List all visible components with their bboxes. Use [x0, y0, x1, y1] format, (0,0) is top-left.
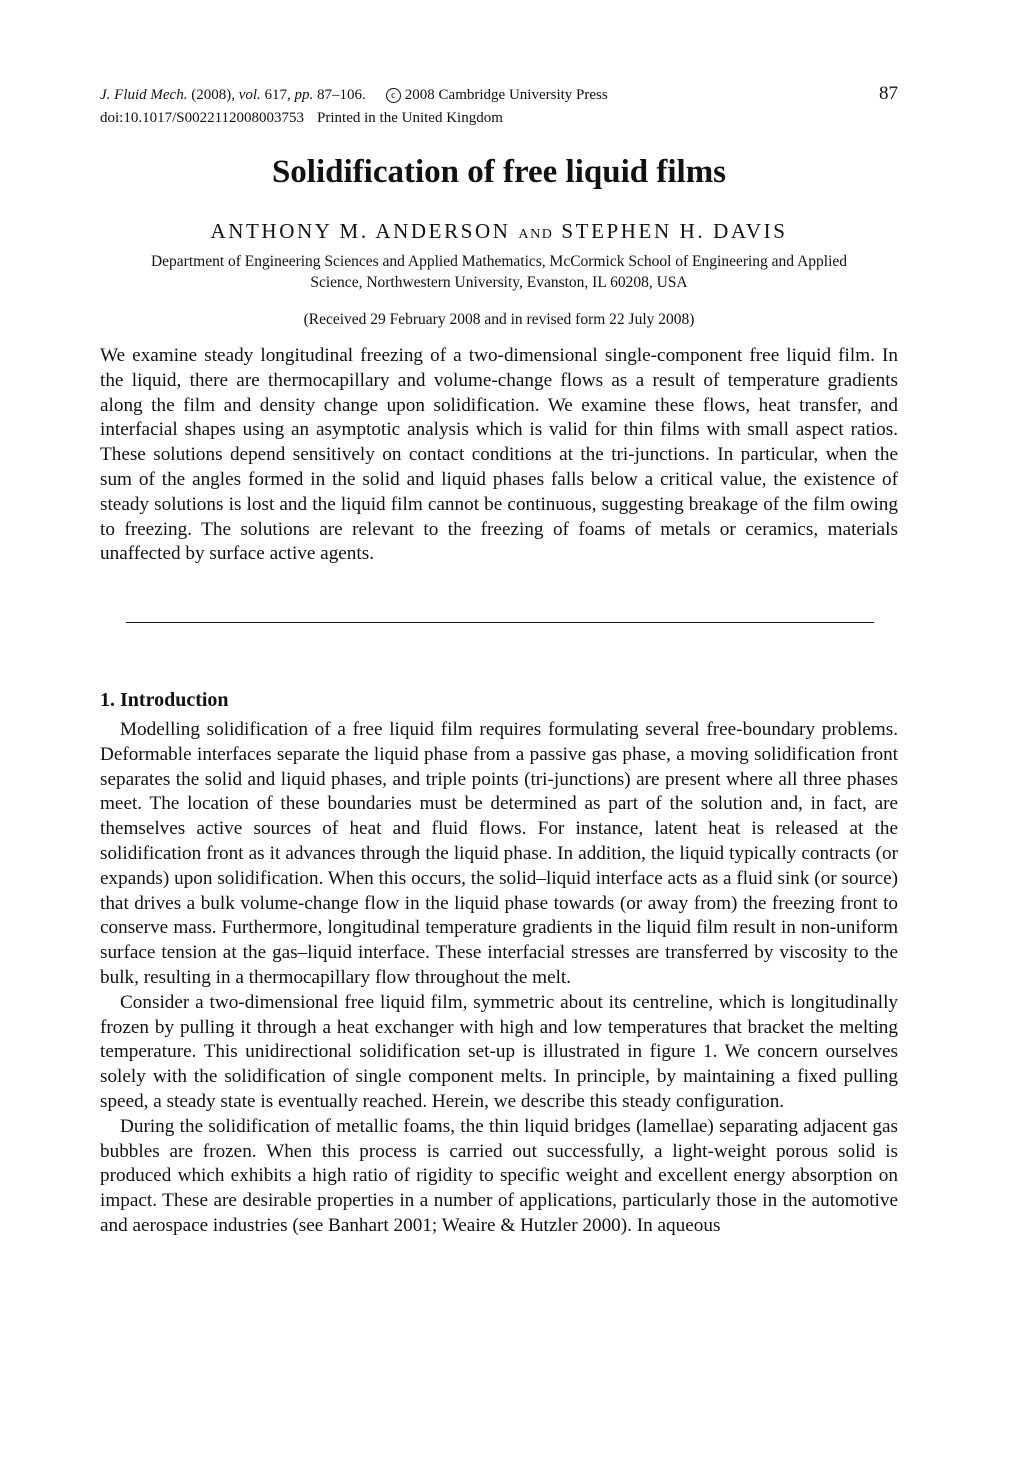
- section-body: [100, 718, 898, 1239]
- paper-title: Solidification of free liquid films: [271, 154, 727, 190]
- doi: doi:10.1017/S0022112008003753: [100, 110, 305, 126]
- doi-line: [100, 107, 898, 130]
- volume-value: 617,: [264, 87, 291, 103]
- author-list: [100, 217, 898, 249]
- pages-value: 87–106.: [317, 87, 366, 103]
- pages-label: pp.: [294, 87, 314, 103]
- author-conjunction: AND: [518, 227, 554, 242]
- copyright-text: 2008 Cambridge University Press: [404, 87, 608, 103]
- printed-note: Printed in the United Kingdom: [317, 110, 503, 126]
- paragraph: Modelling solidification of a free liquid film requires formulating several free-boundary problems. Deformable interfaces separate the liquid phase from a passive gas phase, a moving solidification front separates the solid and liquid phases, and triple points (tri-junctions) are present where all three phases meet. The location of these boundaries must be determined as part of the solution and, in fact, are themselves active sources of heat and fluid flows. For instance, latent heat is released at the solidification front as it advances through the liquid phase. In addition, the liquid typically contracts (or expands) upon solidification. When this occurs, the solid–liquid interface acts as a fluid sink (or source) that drives a bulk volume-change flow in the liquid phase towards (or away from) the freezing front to conserve mass. Furthermore, longitudinal temperature gradients in the liquid film result in non-uniform surface tension at the gas–liquid interface. These interfacial stresses are transferred by viscosity to the bulk, resulting in a thermocapillary flow throughout the melt.: [100, 719, 898, 988]
- page-number: 87: [879, 83, 898, 104]
- copyright-icon: c: [386, 88, 401, 103]
- author-1: ANTHONY M. ANDERSON: [210, 219, 511, 243]
- running-header: [100, 84, 898, 130]
- journal-name: J. Fluid Mech.: [100, 87, 188, 103]
- affiliation: Department of Engineering Sciences and Applied Mathematics, McCormick School of Engineering and Applied Science, Northwestern University, Evanston, IL 60208, USA: [150, 253, 848, 291]
- section-heading: 1. Introduction: [100, 689, 229, 711]
- citation-line: [100, 84, 898, 107]
- received-dates: (Received 29 February 2008 and in revised form 22 July 2008): [303, 311, 695, 328]
- abstract-divider: [126, 622, 874, 623]
- author-2: STEPHEN H. DAVIS: [561, 219, 788, 243]
- abstract: We examine steady longitudinal freezing of a two-dimensional single-component free liquid film. In the liquid, there are thermocapillary and volume-change flows as a result of temperature gradients along the film and density change upon solidification. We examine these flows, heat transfer, and interfacial shapes using an asymptotic analysis which is valid for thin films with small aspect ratios. These solutions depend sensitively on contact conditions at the tri-junctions. In particular, when the sum of the angles formed in the solid and liquid phases falls below a critical value, the existence of steady solutions is lost and the liquid film cannot be continuous, suggesting breakage of the film owing to freezing. The solutions are relevant to the freezing of foams of metals or ceramics, materials unaffected by surface active agents.: [100, 345, 898, 565]
- journal-year: (2008),: [191, 87, 235, 103]
- paragraph: Consider a two-dimensional free liquid film, symmetric about its centreline, which is longitudinally frozen by pulling it through a heat exchanger with high and low temperatures that bracket the melting temperature. This unidirectional solidification set-up is illustrated in figure 1. We concern ourselves solely with the solidification of single component melts. In principle, by maintaining a fixed pulling speed, a steady state is eventually reached. Herein, we describe this steady configuration.: [100, 991, 898, 1112]
- paragraph: During the solidification of metallic foams, the thin liquid bridges (lamellae) separating adjacent gas bubbles are frozen. When this process is carried out successfully, a light-weight porous solid is produced which exhibits a high ratio of rigidity to specific weight and excellent energy absorption on impact. These are desirable properties in a number of applications, particularly those in the automotive and aerospace industries (see Banhart 2001; Weaire & Hutzler 2000). In aqueous: [100, 1115, 898, 1236]
- volume-label: vol.: [238, 87, 261, 103]
